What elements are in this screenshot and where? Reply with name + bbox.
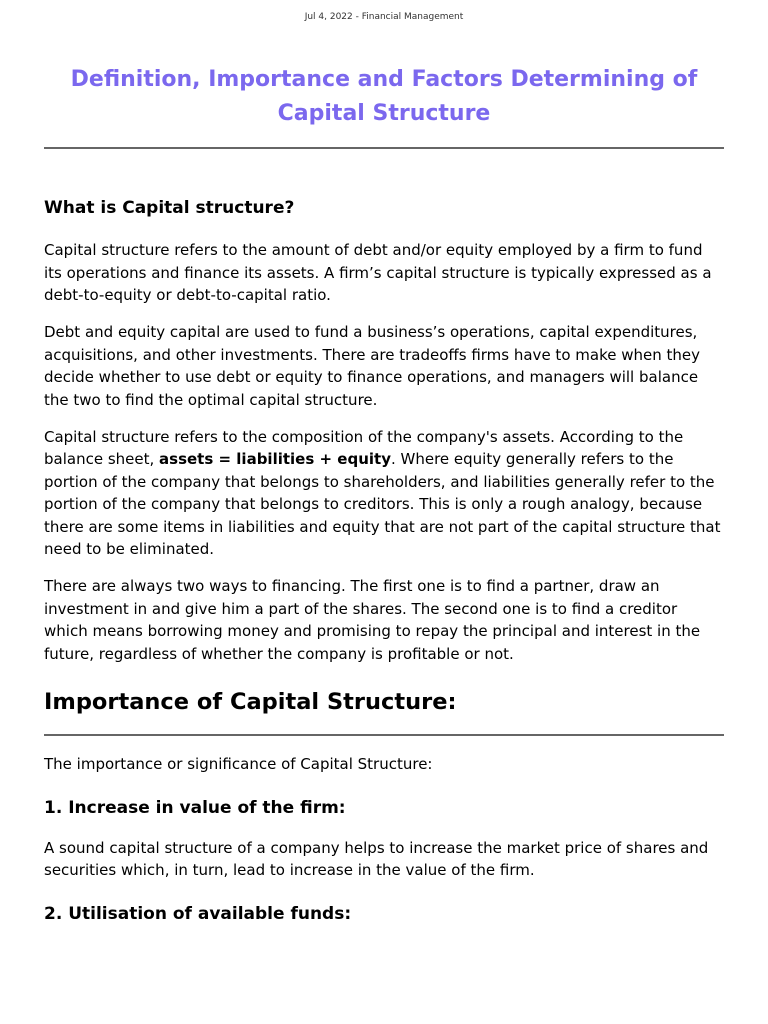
post-meta: Jul 4, 2022 - Financial Management [304,12,464,22]
section-heading-what-is: What is Capital structure? [44,198,295,218]
paragraph-composition-end: . Where equity generally refers to the portion of the company that belongs to shareholders, and liabilities generally refer to the portion of the company that belongs to creditors. This is only a rough analogy, because there are some items in liabilities and equity that are not part of the capital structure that need to be eliminated. [44,450,721,558]
paragraph-composition [44,426,724,561]
paragraph-composition-start: Capital structure refers to the composition of the company's assets. According to the balance sheet, [44,427,684,468]
title-divider [44,147,724,149]
article-body [0,197,768,717]
paragraph-debt-equity: Debt and equity capital are used to fund a business’s operations, capital expenditures, acquisitions, and other investments. There are tradeoffs firms have to make when they decide whether to use debt or equity to finance operations, and managers will balance the two to find the optimal capital structure. [44,323,700,409]
item-text-increase-value: A sound capital structure of a company helps to increase the market price of shares and securities which, in turn, lead to increase in the value of the firm. [44,838,709,879]
paragraph-definition: Capital structure refers to the amount of debt and/or equity employed by a firm to fund its operations and finance its assets. A firm’s capital structure is typically expressed as a debt-to-equity or debt-to-capital ratio. [44,241,712,304]
section-divider [44,734,724,736]
item-heading-increase-value: 1. Increase in value of the firm: [44,797,346,818]
importance-intro: The importance or significance of Capital Structure: [44,755,433,773]
page-title: Definition, Importance and Factors Determining of Capital Structure [70,67,698,126]
importance-body [0,753,768,926]
item-heading-utilisation-funds: 2. Utilisation of available funds: [44,903,352,924]
balance-sheet-equation: assets = liabilities + equity [159,450,391,468]
paragraph-financing-ways: There are always two ways to financing. The first one is to find a partner, draw an investment in and give him a part of the shares. The second one is to find a creditor which means borrowing money and promising to repay the principal and interest in the future, regardless of whether the company is profitable or not. [44,577,701,663]
section-heading-importance: Importance of Capital Structure: [44,689,457,715]
